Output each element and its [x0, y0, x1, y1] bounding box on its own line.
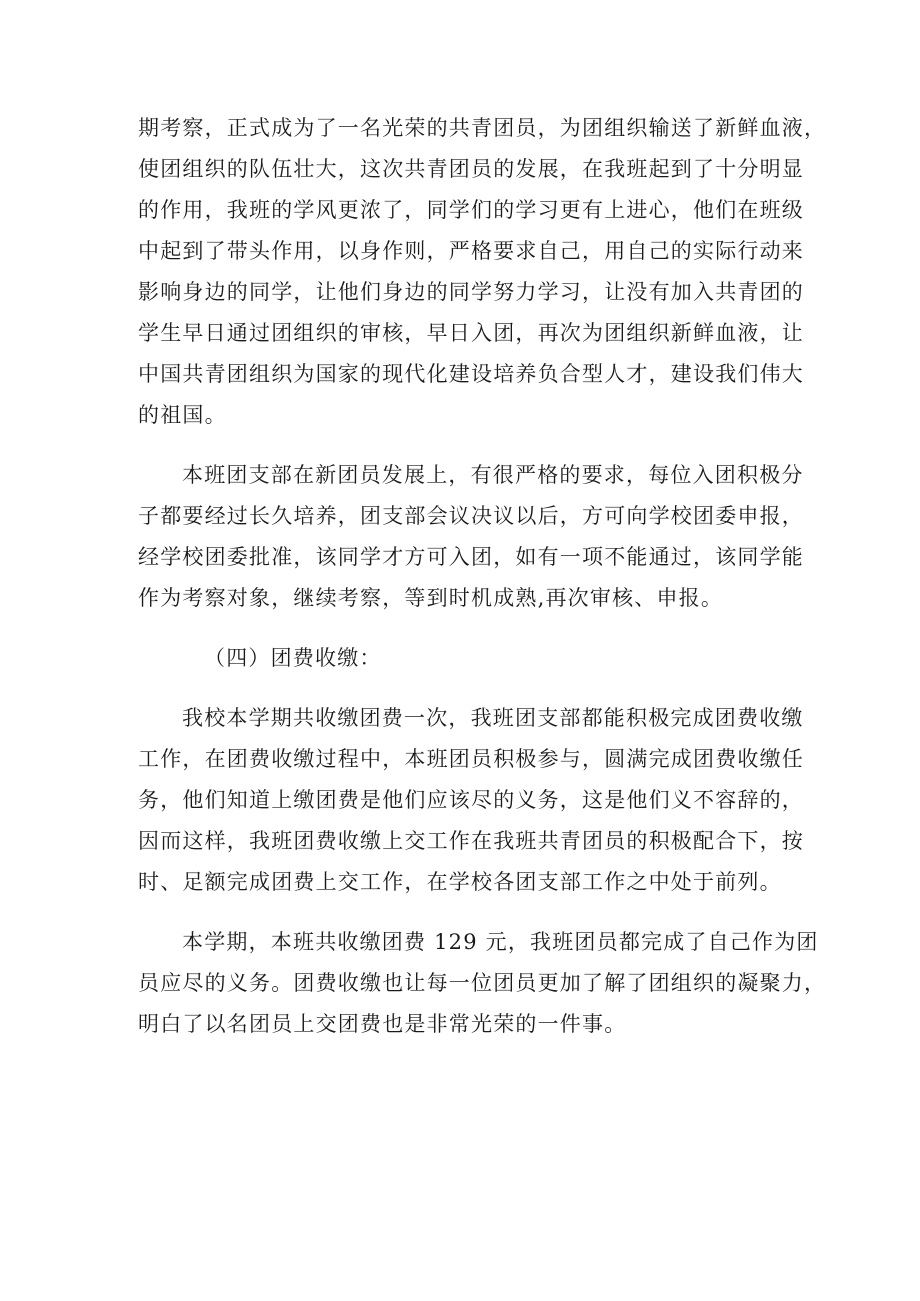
text-line: 作为考察对象，继续考察，等到时机成熟,再次审核、申报。 — [138, 586, 724, 610]
document-body — [138, 108, 827, 1045]
paragraph-dues-collection — [138, 698, 804, 903]
text-line: 明白了以名团员上交团费也是非常光荣的一件事。 — [138, 1012, 627, 1036]
text-line: 中起到了带头作用，以身作则，严格要求自己，用自己的实际行动来 — [138, 239, 804, 263]
text-line: 学生早日通过团组织的审核，早日入团，再次为团组织新鲜血液，让 — [138, 321, 804, 345]
text-line: 影响身边的同学，让他们身边的同学努力学习，让没有加入共青团的 — [138, 280, 804, 304]
text-line: 的作用，我班的学风更浓了，同学们的学习更有上进心，他们在班级 — [138, 198, 804, 222]
text-line: 员应尽的义务。团费收缴也让每一位团员更加了解了团组织的凝聚力， — [138, 971, 827, 995]
text-line: 中国共青团组织为国家的现代化建设培养负合型人才，建设我们伟大 — [138, 362, 804, 386]
text-line: 的祖国。 — [138, 403, 227, 427]
paragraph-member-development — [138, 108, 827, 436]
section-heading: （四）团费收缴： — [204, 646, 382, 670]
paragraph-admission-requirements — [138, 455, 804, 619]
paragraph-gap — [138, 619, 788, 638]
text-line: 子都要经过长久培养，团支部会议决议以后，方可向学校团委申报， — [138, 504, 804, 528]
text-line: 本班团支部在新团员发展上，有很严格的要求，每位入团积极分 — [182, 463, 804, 487]
paragraph-gap — [138, 436, 788, 455]
paragraph-gap — [138, 903, 788, 922]
text-line: 因而这样，我班团费收缴上交工作在我班共青团员的积极配合下，按 — [138, 829, 804, 853]
text-line: 时、足额完成团费上交工作，在学校各团支部工作之中处于前列。 — [138, 870, 782, 894]
text-line: 本学期，本班共收缴团费 129 元，我班团员都完成了自己作为团 — [182, 930, 819, 954]
text-line: 我校本学期共收缴团费一次，我班团支部都能积极完成团费收缴 — [182, 706, 804, 730]
text-line: 经学校团委批准，该同学才方可入团，如有一项不能通过，该同学能 — [138, 545, 804, 569]
paragraph-dues-summary — [138, 922, 827, 1045]
text-line: 使团组织的队伍壮大，这次共青团员的发展，在我班起到了十分明显 — [138, 157, 804, 181]
paragraph-gap — [138, 679, 788, 698]
text-line: 期考察，正式成为了一名光荣的共青团员，为团组织输送了新鲜血液， — [138, 116, 827, 140]
text-line: 工作，在团费收缴过程中，本班团员积极参与，圆满完成团费收缴任 — [138, 747, 804, 771]
text-line: 务，他们知道上缴团费是他们应该尽的义务，这是他们义不容辞的， — [138, 788, 804, 812]
